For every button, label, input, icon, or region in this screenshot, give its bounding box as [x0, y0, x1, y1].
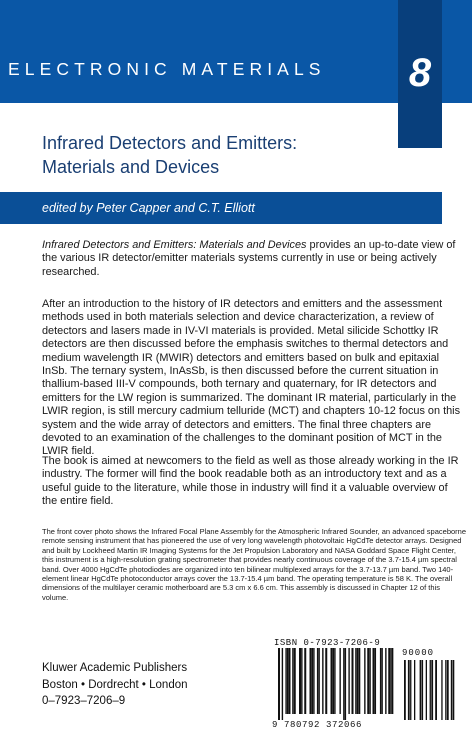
book-title-line-2: Materials and Devices — [42, 157, 220, 177]
blurb-paragraph-1-text: provides an up-to-date view of the various IR detector/emitter materials systems currently in use or being actively researched. — [42, 239, 456, 278]
publisher-cities: Boston • Dordrecht • London — [42, 678, 188, 691]
barcode-ean-digits: 9 780792 372066 — [272, 720, 363, 730]
publisher-isbn: 0–7923–7206–9 — [42, 695, 126, 707]
book-title — [42, 131, 297, 179]
blurb-paragraph-1 — [42, 239, 462, 279]
book-title-line-1: Infrared Detectors and Emitters: — [42, 133, 298, 153]
editors-band — [0, 192, 442, 224]
blurb-paragraph-3: The book is aimed at newcomers to the field as well as those already working in the IR industry. The former will find the book readable both as an introductory text and as a useful guide to the literature, while those in industry will find it a valuable overview of the entire field. — [42, 455, 459, 508]
barcode — [272, 638, 466, 744]
publisher-name: Kluwer Academic Publishers — [42, 662, 188, 674]
barcode-bars — [272, 648, 466, 722]
cover-photo-caption: The front cover photo shows the Infrared Focal Plane Assembly for the Atmospheric Infrared Sounder, an advanced spaceborne remote sensing instrument that has pioneered the use of very long wavelength photovoltaic HgCdTe detector arrays. Designed and built by Lockheed Martin IR Imaging Systems for the Jet Propulsion Laboratory and NASA Goddard Space Flight Center, this instrument is a high-resolution grating spectrometer that provides nearly continuous coverage of the 3.7-15.4 µm spectral band. Over 4000 HgCdTe photodiodes are organized into ten bilinear multiplexed arrays for the 3.7-13.7 µm band. Two 140-element linear HgCdTe photoconductor arrays cover the 13.7-15.4 µm band. The operating temperature is 58 K. The overall dimensions of the multilayer ceramic motherboard are 5.3 cm x 6.6 cm. This assembly is discussed in Chapter 12 of this volume. — [42, 527, 466, 602]
blurb-title-italic: Infrared Detectors and Emitters: Materials and Devices — [42, 239, 307, 251]
editors-line: edited by Peter Capper and C.T. Elliott — [42, 201, 255, 215]
barcode-addon-digits: 90000 — [402, 648, 435, 658]
blurb-paragraph-2: After an introduction to the history of IR detectors and emitters and the assessment methods used in both materials selection and device characterization, a review of detectors and lasers made in IV-VI materials is provided. Metal silicide Schottky IR detectors are then discussed before the emphasis switches to thermal detectors and medium wavelength IR (MWIR) detectors and emitters based on bulk and epitaxial InSb. The ternary system, InAsSb, is then discussed before the current situation in thallium-based III-V compounds, both ternary and quaternary, for IR detectors and emitters for the LW region is summarized. The dominant IR material, particularly in the LWIR region, is still mercury cadmium telluride (MCT) and chapters 10-12 focus on this system and the wide array of detectors and emitters. The final three chapters are devoted to an examination of the challenges to the dominant position of MCT in the LWIR field. — [42, 298, 461, 458]
series-name: ELECTRONIC MATERIALS — [8, 59, 326, 79]
series-number-tab — [398, 0, 442, 148]
barcode-isbn-label: ISBN 0-7923-7206-9 — [274, 638, 381, 648]
publisher-block — [42, 660, 188, 710]
series-number: 8 — [408, 51, 432, 95]
